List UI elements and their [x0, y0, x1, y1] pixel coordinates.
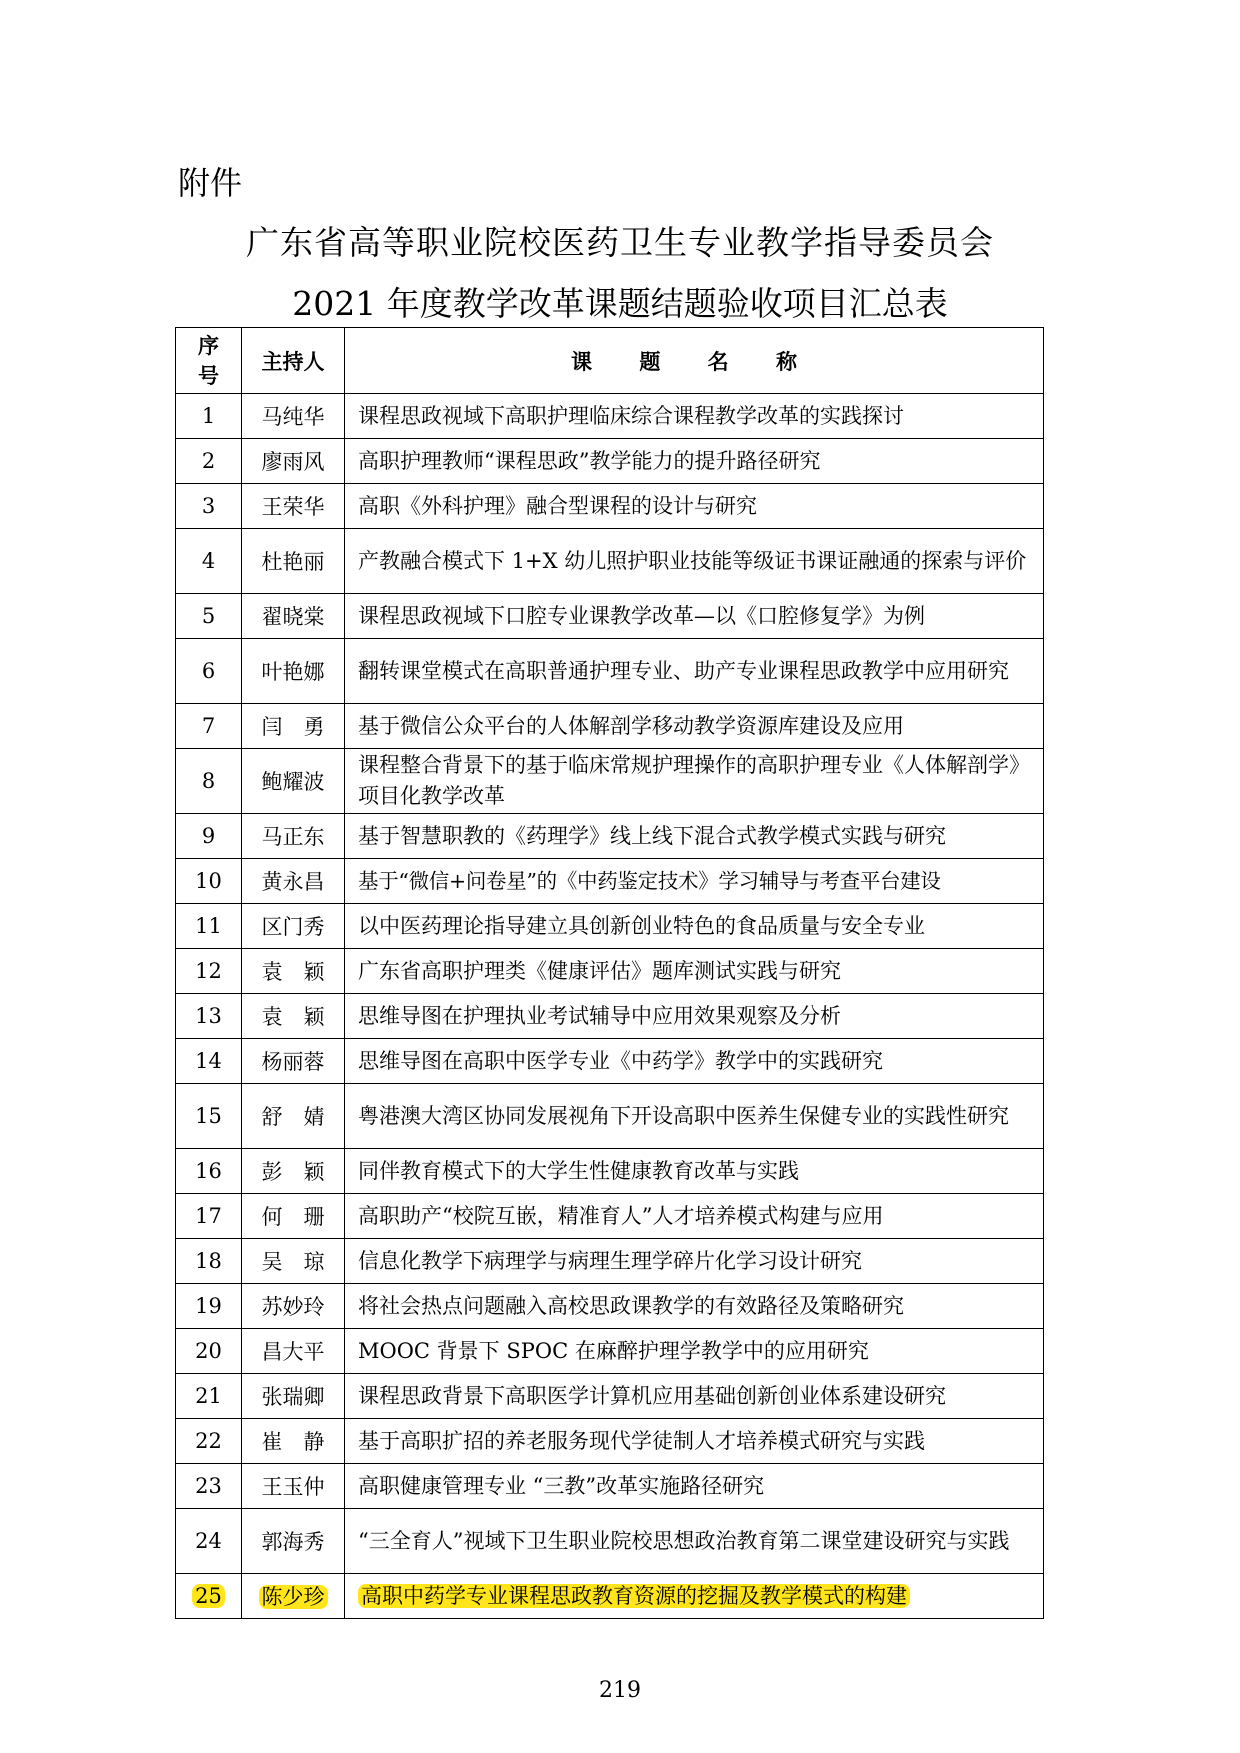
row-host: 吴 琼 — [242, 1239, 345, 1284]
row-host: 昌大平 — [242, 1329, 345, 1374]
row-topic: 粤港澳大湾区协同发展视角下开设高职中医养生保健专业的实践性研究 — [345, 1084, 1044, 1149]
table-row — [176, 484, 1044, 529]
row-host: 杜艳丽 — [242, 529, 345, 594]
table-row — [176, 749, 1044, 814]
table-row — [176, 994, 1044, 1039]
row-no: 16 — [176, 1149, 242, 1194]
attachment-label: 附件 — [178, 164, 243, 202]
row-topic: 广东省高职护理类《健康评估》题库测试实践与研究 — [345, 949, 1044, 994]
table-header-row — [176, 328, 1044, 394]
row-topic: 课程思政视域下口腔专业课教学改革—以《口腔修复学》为例 — [345, 594, 1044, 639]
row-no: 11 — [176, 904, 242, 949]
row-topic: 高职助产“校院互嵌，精准育人”人才培养模式构建与应用 — [345, 1194, 1044, 1239]
table-row — [176, 394, 1044, 439]
table-row — [176, 1239, 1044, 1284]
table-row — [176, 1284, 1044, 1329]
table-row — [176, 1084, 1044, 1149]
row-no: 3 — [176, 484, 242, 529]
table-row — [176, 704, 1044, 749]
row-host: 苏妙玲 — [242, 1284, 345, 1329]
row-no: 23 — [176, 1464, 242, 1509]
row-no: 5 — [176, 594, 242, 639]
row-host: 黄永昌 — [242, 859, 345, 904]
row-topic: 思维导图在高职中医学专业《中药学》教学中的实践研究 — [345, 1039, 1044, 1084]
highlight-mark: 陈少珍 — [259, 1585, 328, 1609]
table-row — [176, 1374, 1044, 1419]
row-host: 张瑞卿 — [242, 1374, 345, 1419]
project-summary-table — [175, 327, 1044, 1619]
table-row — [176, 1039, 1044, 1084]
row-host: 马纯华 — [242, 394, 345, 439]
row-host: 舒 婧 — [242, 1084, 345, 1149]
row-no: 9 — [176, 814, 242, 859]
highlight-mark: 高职中药学专业课程思政教育资源的挖掘及教学模式的构建 — [358, 1584, 910, 1608]
row-no: 18 — [176, 1239, 242, 1284]
table-row — [176, 904, 1044, 949]
row-host: 鲍耀波 — [242, 749, 345, 814]
row-topic: 以中医药理论指导建立具创新创业特色的食品质量与安全专业 — [345, 904, 1044, 949]
row-no: 15 — [176, 1084, 242, 1149]
table-row — [176, 949, 1044, 994]
row-host: 廖雨风 — [242, 439, 345, 484]
row-host: 何 珊 — [242, 1194, 345, 1239]
row-no: 17 — [176, 1194, 242, 1239]
row-host: 王荣华 — [242, 484, 345, 529]
header-host: 主持人 — [242, 328, 345, 394]
row-topic: 信息化教学下病理学与病理生理学碎片化学习设计研究 — [345, 1239, 1044, 1284]
table-row — [176, 439, 1044, 484]
row-no: 8 — [176, 749, 242, 814]
row-no: 24 — [176, 1509, 242, 1574]
row-topic: 基于“微信+问卷星”的《中药鉴定技术》学习辅导与考查平台建设 — [345, 859, 1044, 904]
header-seq — [176, 328, 242, 394]
document-title-line2: 2021 年度教学改革课题结题验收项目汇总表 — [292, 284, 948, 323]
row-topic: 高职健康管理专业 “三教”改革实施路径研究 — [345, 1464, 1044, 1509]
row-host: 郭海秀 — [242, 1509, 345, 1574]
table-row — [176, 594, 1044, 639]
row-topic: 同伴教育模式下的大学生性健康教育改革与实践 — [345, 1149, 1044, 1194]
row-topic: 思维导图在护理执业考试辅导中应用效果观察及分析 — [345, 994, 1044, 1039]
row-no: 1 — [176, 394, 242, 439]
row-host: 区门秀 — [242, 904, 345, 949]
row-host: 马正东 — [242, 814, 345, 859]
row-no: 6 — [176, 639, 242, 704]
row-no: 4 — [176, 529, 242, 594]
table-row — [176, 859, 1044, 904]
row-topic: 高职护理教师“课程思政”教学能力的提升路径研究 — [345, 439, 1044, 484]
header-seq-bottom: 号 — [198, 363, 219, 388]
row-host: 袁 颖 — [242, 994, 345, 1039]
row-topic: “三全育人”视域下卫生职业院校思想政治教育第二课堂建设研究与实践 — [345, 1509, 1044, 1574]
row-topic: 产教融合模式下 1+X 幼儿照护职业技能等级证书课证融通的探索与评价 — [345, 529, 1044, 594]
row-host: 彭 颖 — [242, 1149, 345, 1194]
header-topic — [345, 328, 1044, 394]
row-no: 2 — [176, 439, 242, 484]
row-topic: MOOC 背景下 SPOC 在麻醉护理学教学中的应用研究 — [345, 1329, 1044, 1374]
row-no: 20 — [176, 1329, 242, 1374]
row-topic: 基于高职扩招的养老服务现代学徒制人才培养模式研究与实践 — [345, 1419, 1044, 1464]
header-seq-top: 序 — [198, 333, 219, 358]
row-no: 7 — [176, 704, 242, 749]
table-row — [176, 1329, 1044, 1374]
row-no: 19 — [176, 1284, 242, 1329]
row-topic: 课程思政背景下高职医学计算机应用基础创新创业体系建设研究 — [345, 1374, 1044, 1419]
table-row — [176, 639, 1044, 704]
row-host: 崔 静 — [242, 1419, 345, 1464]
table-row-highlighted — [176, 1574, 1044, 1619]
row-topic: 课程思政视域下高职护理临床综合课程教学改革的实践探讨 — [345, 394, 1044, 439]
table-row — [176, 1509, 1044, 1574]
highlight-mark: 25 — [192, 1584, 225, 1608]
row-host: 翟晓棠 — [242, 594, 345, 639]
row-topic — [345, 1574, 1044, 1619]
row-host — [242, 1574, 345, 1619]
row-host: 叶艳娜 — [242, 639, 345, 704]
row-topic: 将社会热点问题融入高校思政课教学的有效路径及策略研究 — [345, 1284, 1044, 1329]
row-topic: 基于微信公众平台的人体解剖学移动教学资源库建设及应用 — [345, 704, 1044, 749]
row-topic: 课程整合背景下的基于临床常规护理操作的高职护理专业《人体解剖学》项目化教学改革 — [345, 749, 1044, 814]
table-row — [176, 814, 1044, 859]
table-row — [176, 1419, 1044, 1464]
row-no: 14 — [176, 1039, 242, 1084]
table-row — [176, 1149, 1044, 1194]
row-host: 杨丽蓉 — [242, 1039, 345, 1084]
table-row — [176, 529, 1044, 594]
row-topic: 翻转课堂模式在高职普通护理专业、助产专业课程思政教学中应用研究 — [345, 639, 1044, 704]
row-host: 闫 勇 — [242, 704, 345, 749]
table-row — [176, 1194, 1044, 1239]
page-number: 219 — [599, 1678, 641, 1703]
row-topic: 基于智慧职教的《药理学》线上线下混合式教学模式实践与研究 — [345, 814, 1044, 859]
row-topic: 高职《外科护理》融合型课程的设计与研究 — [345, 484, 1044, 529]
header-topic-label: 课 题 名 称 — [571, 349, 817, 374]
row-no — [176, 1574, 242, 1619]
row-no: 13 — [176, 994, 242, 1039]
row-no: 12 — [176, 949, 242, 994]
row-host: 王玉仲 — [242, 1464, 345, 1509]
row-no: 22 — [176, 1419, 242, 1464]
row-no: 21 — [176, 1374, 242, 1419]
document-title-line1: 广东省高等职业院校医药卫生专业教学指导委员会 — [246, 223, 994, 262]
row-host: 袁 颖 — [242, 949, 345, 994]
table-row — [176, 1464, 1044, 1509]
row-no: 10 — [176, 859, 242, 904]
